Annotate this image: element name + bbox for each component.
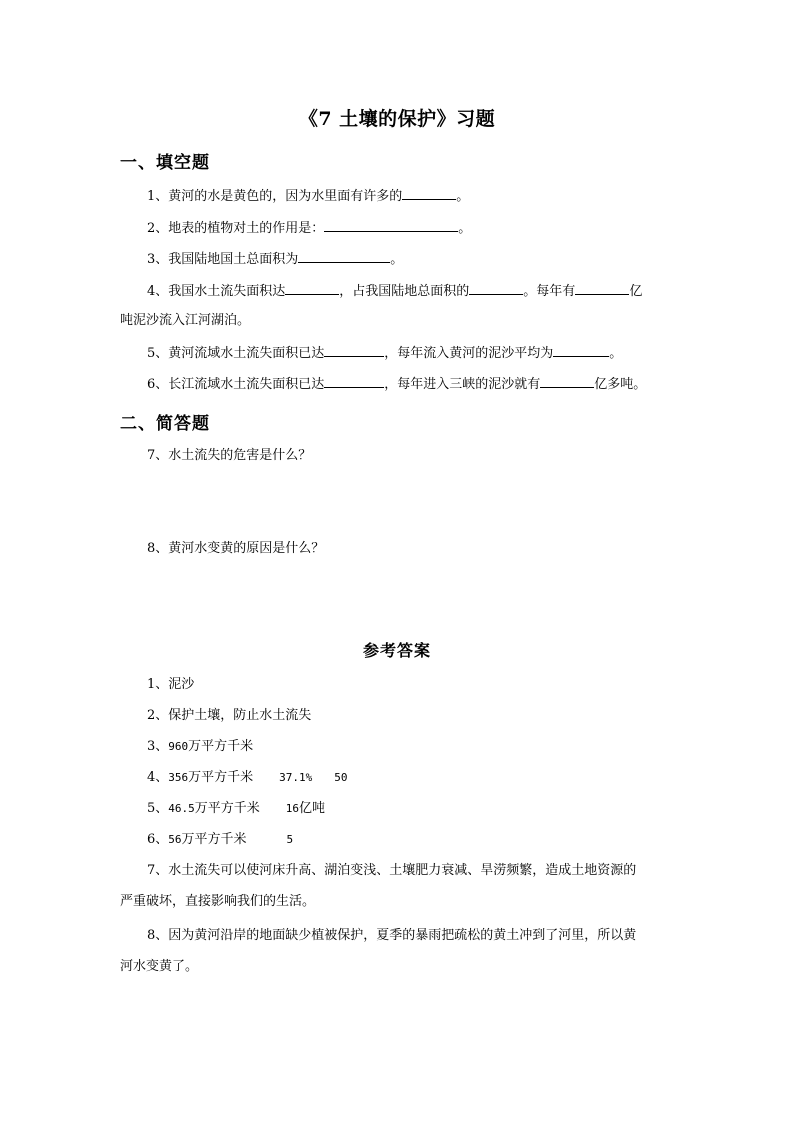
question-4: 4、我国水土流失面积达 ，占我国陆地总面积的 。每年有 亿 <box>147 284 643 299</box>
answer-key-heading: 参考答案 <box>362 641 431 660</box>
answer-blank[interactable] <box>324 344 384 357</box>
answer-blank[interactable] <box>575 282 629 295</box>
answer-8-continued: 河水变黄了。 <box>120 959 199 974</box>
answer-blank[interactable] <box>469 282 523 295</box>
question-4-continued: 吨泥沙流入江河湖泊。 <box>120 313 251 328</box>
question-8: 8、黄河水变黄的原因是什么？ <box>147 541 325 556</box>
answer-3: 3、960万平方千米 <box>147 739 254 754</box>
answer-2: 2、保护土壤，防止水土流失 <box>147 708 312 723</box>
question-3: 3、我国陆地国土总面积为 。 <box>147 252 404 267</box>
question-1: 1、黄河的水是黄色的，因为水里面有许多的 。 <box>147 189 470 204</box>
answer-4: 4、356万平方千米 37.1% 50 <box>147 770 348 785</box>
answer-7: 7、水土流失可以使河床升高、湖泊变浅、土壤肥力衰减、旱涝频繁，造成土地资源的 <box>147 863 637 878</box>
answer-blank[interactable] <box>324 219 458 232</box>
section-heading-fill-blank: 一、填空题 <box>120 153 210 173</box>
answer-6: 6、56万平方千米 5 <box>147 832 294 847</box>
answer-1: 1、泥沙 <box>147 677 195 692</box>
answer-5: 5、46.5万平方千米 16亿吨 <box>147 801 326 816</box>
answer-blank[interactable] <box>298 250 390 263</box>
section-heading-short-answer: 二、简答题 <box>120 414 210 434</box>
answer-blank[interactable] <box>285 282 339 295</box>
answer-blank[interactable] <box>402 187 456 200</box>
answer-blank[interactable] <box>324 375 384 388</box>
answer-blank[interactable] <box>553 344 609 357</box>
question-6: 6、长江流域水土流失面积已达 ，每年进入三峡的泥沙就有 亿多吨。 <box>147 377 647 392</box>
question-5: 5、黄河流域水土流失面积已达 ，每年流入黄河的泥沙平均为 。 <box>147 346 623 361</box>
question-7: 7、水土流失的危害是什么？ <box>147 448 312 463</box>
answer-blank[interactable] <box>540 375 594 388</box>
answer-7-continued: 严重破坏，直接影响我们的生活。 <box>120 894 316 909</box>
question-2: 2、地表的植物对土的作用是： 。 <box>147 221 472 236</box>
answer-8: 8、因为黄河沿岸的地面缺少植被保护，夏季的暴雨把疏松的黄土冲到了河里，所以黄 <box>147 928 637 943</box>
page-title: 《7 土壤的保护》习题 <box>298 108 496 130</box>
